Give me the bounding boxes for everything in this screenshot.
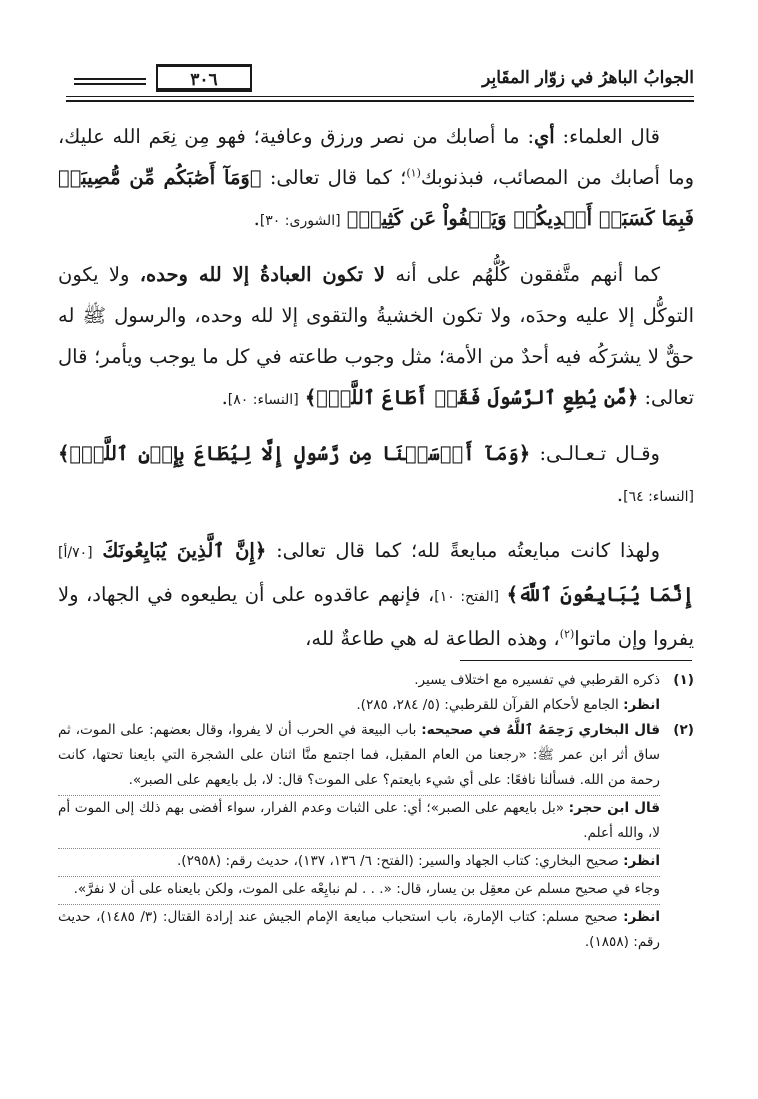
text: ولا يكون التوكُّل إلا عليه وحدَه، ولا تكون الخشيةُ والتقوى إلا لله وحده، والرسول ﷺ له حقٌّ لا يشرَكُه فيه أحدٌ من الأمة؛ مثل وجوب طاعته في كل ما يوجب ويأمر؛ قال تعالى: [58,263,694,409]
footnote-label: قال البخاري رَحِمَهُ ٱللَّهُ في صحيحه: [421,722,661,738]
page-header [66,62,694,102]
manuscript-folio-marker: [٧٠/أ] [58,545,93,561]
footnote-label: انظر: [623,697,660,713]
footnote-number: (١) [673,672,694,688]
main-text [58,116,694,659]
paragraph-2 [58,254,694,421]
footnote-text: صحيح البخاري: كتاب الجهاد والسير: (الفتح: ٦/ ١٣٦، ١٣٧)، حديث رقم: (٢٩٥٨). [176,853,619,869]
header-ornament-line [74,83,146,85]
footnote-1 [58,668,694,718]
quran-verse: ﴿إِنَّ ٱلَّذِينَ يُبَايِعُونَكَ [102,539,267,562]
footnote-text: باب البيعة في الحرب أن لا يفروا، وقال بعضهم: على الموت، ثم ساق أثر ابن عمر ﷺ: «رجعنا من العام المقبل، فما اجتمع منَّا اثنان على الشجرة التي بايعنا تحتها، كانت رحمة من الله. فسألنا نافعًا: على أي شيء بايعتم؟ على الموت؟ قال: لا، بل بايعهم على الصبر». [58,722,660,788]
header-rule [66,96,694,97]
footnote-body [58,718,660,955]
footnote-label: انظر: [623,853,660,869]
quran-verse: ﴿مَّن يُطِعِ ٱلرَّسُولَ فَقَدۡ أَطَاعَ ٱللَّهَۖ﴾ [304,386,639,409]
punctuation: . [221,386,228,409]
footnote-label: انظر: [623,909,661,925]
footnote-ref-1[interactable]: (١) [406,166,421,180]
footnote-text: «بل بايعهم على الصبر»؛ أي: على الثبات وعدم الفرار، سواء أفضى بهم ذلك إلى الموت أم لا، والله أعلم. [58,800,660,841]
footnote-text: وجاء في صحيح مسلم عن معقِل بن يسار، قال: «. . . لم نبايِعْه على الموت، ولكن بايعناه على أن لا نفرَّ». [73,881,660,897]
quran-verse: ﴿وَمَآ أَصَٰبَكُم مِّن مُّصِيبَةٖ فَبِمَا كَسَبَتۡ أَيۡدِيكُمۡ وَيَعۡفُواْ عَن كَثِيرٖ﴾ [58,166,694,230]
header-rule [66,100,694,102]
verse-citation: [النساء: ٦٤] [623,489,694,505]
footnote-2 [58,718,694,955]
footnote-ref-2[interactable]: (٢) [559,627,575,641]
footnote-text: صحيح مسلم: كتاب الإمارة، باب استحباب مبايعة الإمام الجيش عند إرادة القتال: (٣/ ١٤٨٥)، حديث رقم: (١٨٥٨). [58,909,660,950]
punctuation: . [616,483,624,506]
verse-citation: [النساء: ٨٠] [227,392,299,408]
footnote-line [58,876,660,902]
text: ولهذا كانت مبايعتُه مبايعةً لله؛ كما قال تعالى: [276,539,661,562]
text: قال العلماء: [562,125,660,148]
paragraph-3 [58,433,694,518]
bold-statement: لا تكون العبادةُ إلا لله وحده، [139,263,386,286]
footnote-label: قال ابن حجر: [568,800,661,816]
verse-citation: [الفتح: ١٠] [434,589,500,605]
text: ؛ كما قال تعالى: [269,166,407,189]
text: وقـال تـعـالـى: [539,442,660,465]
footnote-line [58,693,660,718]
footnote-body [58,668,660,718]
text: ، فإنهم عاقدوه على أن يطيعوه في الجهاد، ولا يفروا وإن ماتوا [58,583,694,650]
footnote-line [58,848,660,874]
footnote-number: (٢) [673,722,694,738]
quran-verse: إِنَّمَا يُبَايِعُونَ ٱللَّهَ﴾ [506,583,694,606]
text: : ما أصابك من نصر ورزق وعافية؛ فهو مِن نِعَم الله عليك، وما أصابك من المصائب، فبذنوبك [58,125,695,189]
paragraph-4 [58,530,694,659]
footnote-text: الجامع لأحكام القرآن للقرطبي: (٥/ ٢٨٤، ٢٨٥). [356,697,619,713]
punctuation: . [253,207,260,230]
footnote-line [58,718,660,793]
paragraph-1 [58,116,694,242]
footnotes [58,668,694,955]
header-ornament-line [74,78,146,80]
verse-citation: [الشورى: ٣٠] [259,213,341,229]
running-title: الجوابُ الباهرُ في زوّار المقَابِر [482,68,694,88]
footnote-line [58,795,660,846]
footnote-line [58,904,660,955]
page-number: ٣٠٦ [156,64,252,92]
text: كما أنهم متَّفقون كُلُّهُم على أنه [395,263,660,286]
footnote-text: ذكره القرطبي في تفسيره مع اختلاف يسير. [414,672,660,688]
quran-verse: ﴿وَمَآ أَرۡسَلۡنَا مِن رَّسُولٍ إِلَّا لِيُطَاعَ بِإِذۡنِ ٱللَّهِۚ﴾ [58,442,531,465]
footnote-line [58,668,660,693]
bold-term: أي [534,125,555,148]
text: ، وهذه الطاعة له هي طاعةٌ لله، [305,627,560,650]
footnote-separator [460,660,692,661]
